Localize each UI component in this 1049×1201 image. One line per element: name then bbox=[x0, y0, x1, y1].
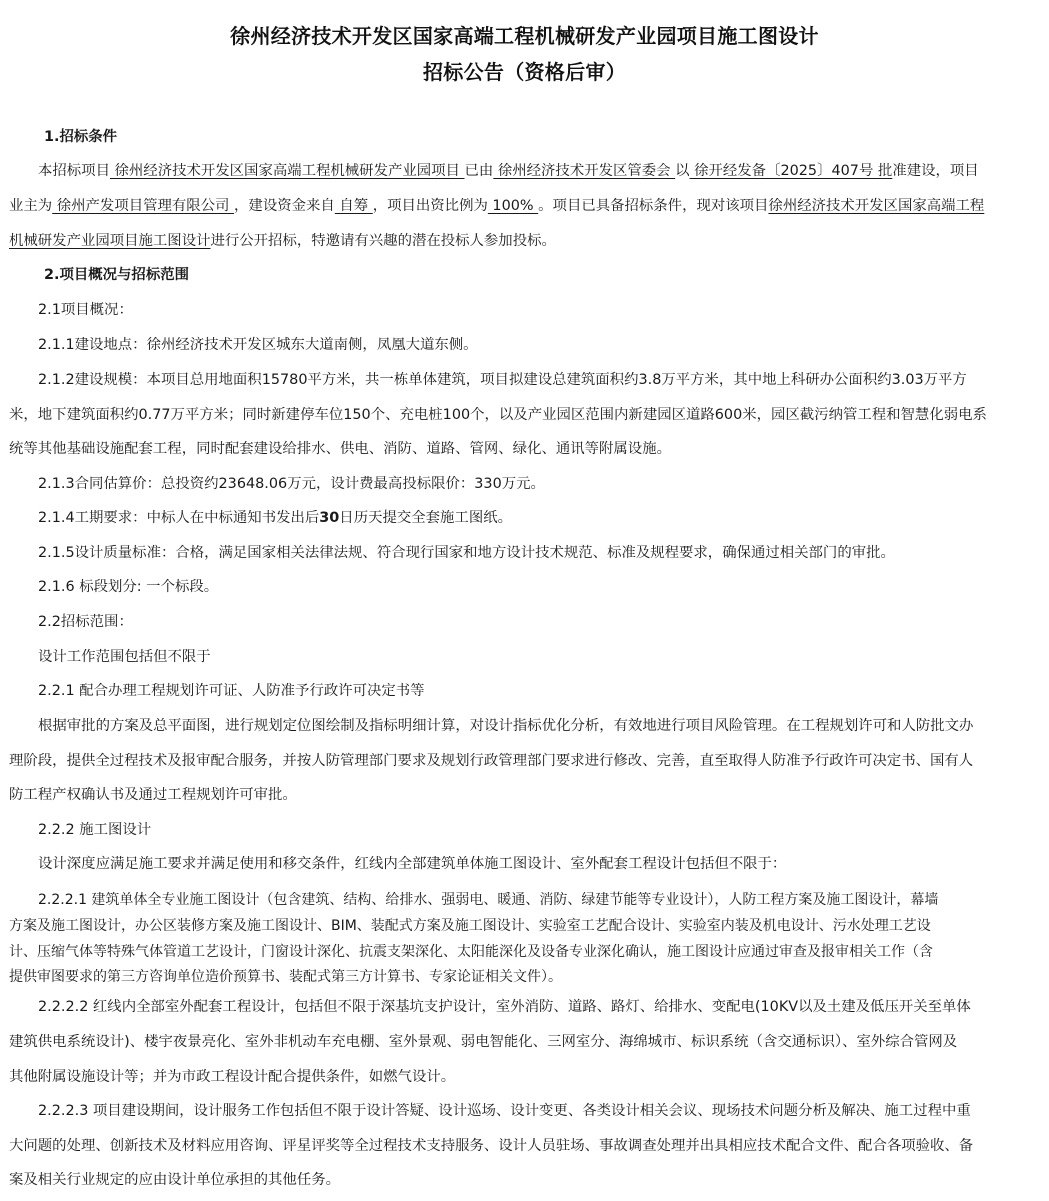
para-2-1-2-line-1: 2.1.2建设规模：本项目总用地面积15780平方米，共一栋单体建筑，项目拟建设总建筑面积约3.8万平方米，其中地上科研办公面积约3.03万平方 bbox=[38, 372, 967, 388]
section-1-heading: 1.招标条件 bbox=[44, 129, 118, 145]
text: 已由 bbox=[464, 163, 494, 179]
sec1-line-3 bbox=[9, 231, 556, 251]
para-2-2-2-2-line-3: 其他附属设施设计等；并为市政工程设计配合提供条件，如燃气设计。 bbox=[9, 1069, 456, 1085]
section-2-heading: 2.项目概况与招标范围 bbox=[44, 267, 189, 283]
text: 进行公开招标，特邀请有兴趣的潜在投标人参加投标。 bbox=[210, 233, 556, 249]
para-2-2-2-3-line-2: 大问题的处理、创新技术及材料应用咨询、评星评奖等全过程技术支持服务、设计人员驻场、事故调查处理并出具相应技术配合文件、配合各项验收、备 bbox=[9, 1138, 974, 1154]
para-2-1-5: 2.1.5设计质量标准：合格，满足国家相关法律法规、符合现行国家和地方设计技术规范、标准及规程要求，确保通过相关部门的审批。 bbox=[38, 545, 895, 561]
para-2-2-2-2-line-1: 2.2.2.2 红线内全部室外配套工程设计，包括但不限于深基坑支护设计，室外消防、道路、路灯、给排水、变配电(10KV以及土建及低压开关至单体 bbox=[38, 999, 971, 1015]
para-2-2-2-1-line-1: 2.2.2.1 建筑单体全专业施工图设计（包含建筑、结构、给排水、强弱电、暖通、消防、绿建节能等专业设计），人防工程方案及施工图设计，幕墙 bbox=[38, 892, 939, 908]
para-2-2-2-intro: 设计深度应满足施工要求并满足使用和移交条件，红线内全部建筑单体施工图设计、室外配套工程设计包括但不限于： bbox=[38, 856, 787, 872]
owner-name: 徐州产发项目管理有限公司 bbox=[52, 198, 235, 214]
text: ，建设资金来自 bbox=[234, 198, 335, 214]
para-2-1: 2.1项目概况： bbox=[38, 302, 133, 318]
para-2-2-2-3-line-1: 2.2.2.3 项目建设期间，设计服务工作包括但不限于设计答疑、设计巡场、设计变更、各类设计相关会议、现场技术问题分析及解决、施工过程中重 bbox=[38, 1103, 971, 1119]
project-name: 徐州经济技术开发区国家高端工程机械研发产业园项目 bbox=[109, 163, 465, 179]
para-2-2-1-line-3: 防工程产权确认书及通过工程规划许可审批。 bbox=[9, 787, 297, 803]
tender-project-name: 徐州经济技术开发区国家高端工程 bbox=[768, 198, 985, 214]
sec1-line-1 bbox=[38, 161, 979, 181]
approval-number: 徐开经发备〔2025〕407号 批 bbox=[689, 163, 893, 179]
text: 2.1.4工期要求：中标人在中标通知书发出后 bbox=[38, 510, 320, 526]
document-title: 徐州经济技术开发区国家高端工程机械研发产业园项目施工图设计 bbox=[230, 24, 819, 48]
para-2-2-1-line-1: 根据审批的方案及总平面图，进行规划定位图绘制及指标明细计算，对设计指标优化分析，有效地进行项目风险管理。在工程规划许可和人防批文办 bbox=[38, 718, 974, 734]
text: 业主为 bbox=[9, 198, 53, 214]
text: 以 bbox=[675, 163, 690, 179]
para-2-2: 2.2招标范围： bbox=[38, 614, 133, 630]
para-2-1-6: 2.1.6 标段划分: 一个标段。 bbox=[38, 579, 219, 595]
para-2-1-3: 2.1.3合同估算价：总投资约23648.06万元，设计费最高投标限价：330万元。 bbox=[38, 476, 545, 492]
para-2-2-intro: 设计工作范围包括但不限于 bbox=[38, 649, 211, 665]
para-2-2-1: 2.2.1 配合办理工程规划许可证、人防准予行政许可决定书等 bbox=[38, 683, 425, 699]
text: 准建设，项目 bbox=[892, 163, 979, 179]
text: 日历天提交全套施工图纸。 bbox=[339, 510, 512, 526]
para-2-1-4 bbox=[38, 508, 512, 528]
para-2-2-2-1-line-3: 计、压缩气体等特殊气体管道工艺设计，门窗设计深化、抗震支架深化、太阳能深化及设备专业深化确认，施工图设计应通过审查及报审相关工作（含 bbox=[9, 944, 933, 960]
para-2-1-1: 2.1.1建设地点：徐州经济技术开发区城东大道南侧，凤凰大道东侧。 bbox=[38, 337, 478, 353]
funding-ratio: 100% bbox=[487, 198, 539, 214]
text: ，项目出资比例为 bbox=[372, 198, 488, 214]
para-2-2-2: 2.2.2 施工图设计 bbox=[38, 822, 152, 838]
text: 。项目已具备招标条件，现对该项目 bbox=[538, 198, 769, 214]
para-2-2-2-2-line-2: 建筑供电系统设计)、楼宇夜景亮化、室外非机动车充电棚、室外景观、弱电智能化、三网室分、海绵城市、标识系统（含交通标识）、室外综合管网及 bbox=[9, 1034, 958, 1050]
para-2-2-2-1-line-2: 方案及施工图设计，办公区装修方案及施工图设计、BIM、装配式方案及施工图设计、实验室工艺配合设计、实验室内装及机电设计、污水处理工艺设 bbox=[9, 918, 931, 934]
funding-source: 自筹 bbox=[334, 198, 373, 214]
para-2-1-2-line-2: 米，地下建筑面积约0.77万平方米；同时新建停车位150个、充电桩100个，以及产业园区范围内新建园区道路600米，园区截污纳管工程和智慧化弱电系 bbox=[9, 407, 987, 423]
sec1-line-2 bbox=[9, 196, 984, 216]
para-2-2-2-1-line-4: 提供审图要求的第三方咨询单位造价预算书、装配式第三方计算书、专家论证相关文件）。 bbox=[9, 969, 562, 985]
para-2-2-1-line-2: 理阶段，提供全过程技术及报审配合服务，并按人防管理部门要求及规划行政管理部门要求进行修改、完善，直至取得人防准予行政许可决定书、国有人 bbox=[9, 753, 974, 769]
text: 本招标项目 bbox=[38, 163, 110, 179]
para-2-2-2-3-line-3: 案及相关行业规定的应由设计单位承担的其他任务。 bbox=[9, 1172, 340, 1188]
document-subtitle: 招标公告（资格后审） bbox=[423, 60, 626, 84]
para-2-1-2-line-3: 统等其他基础设施配套工程，同时配套建设给排水、供电、消防、道路、管网、绿化、通讯等附属设施。 bbox=[9, 441, 671, 457]
tender-project-name: 机械研发产业园项目施工图设计 bbox=[9, 233, 211, 249]
approval-authority: 徐州经济技术开发区管委会 bbox=[493, 163, 676, 179]
duration-days: 30 bbox=[319, 510, 340, 526]
